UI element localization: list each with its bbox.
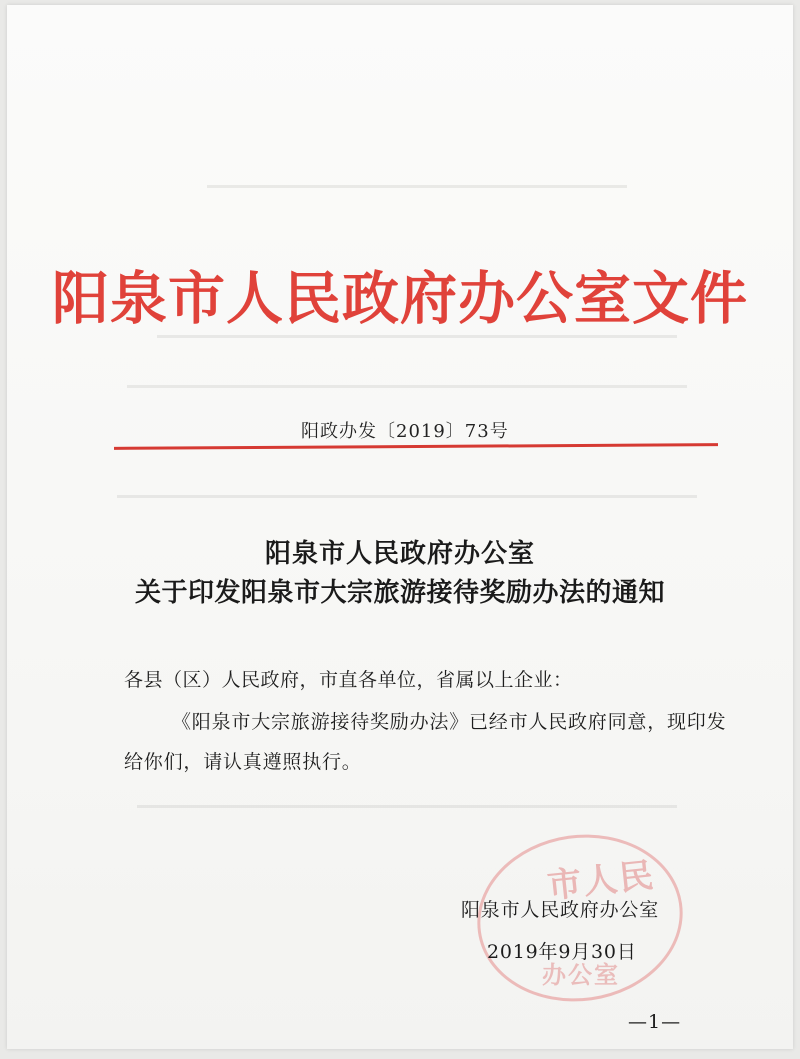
issue-date: 2019年9月30日 [487, 941, 637, 963]
signer-name: 阳泉市人民政府办公室 [461, 899, 660, 921]
bleed-through-line [207, 185, 627, 188]
addressee-line: 各县（区）人民政府，市直各单位，省属以上企业： [124, 669, 573, 691]
seal-text-top: 市人民 [545, 855, 658, 907]
document-page [7, 5, 793, 1049]
page-number: —1— [628, 1011, 682, 1033]
red-separator-line [114, 443, 718, 450]
bleed-through-line [137, 805, 677, 808]
document-header-title: 阳泉市人民政府办公室文件 [52, 265, 748, 332]
bleed-through-line [157, 335, 677, 338]
bleed-through-line [127, 385, 687, 388]
bleed-through-line [117, 495, 697, 498]
notice-title-line2: 关于印发阳泉市大宗旅游接待奖励办法的通知 [134, 578, 665, 608]
body-paragraph: 《阳泉市大宗旅游接待奖励办法》已经市人民政府同意，现印发给你们，请认真遵照执行。 [124, 711, 727, 773]
notice-title-line1: 阳泉市人民政府办公室 [264, 539, 535, 569]
document-number: 阳政办发〔2019〕73号 [301, 421, 509, 442]
seal-text-bottom: 办公室 [542, 960, 620, 989]
